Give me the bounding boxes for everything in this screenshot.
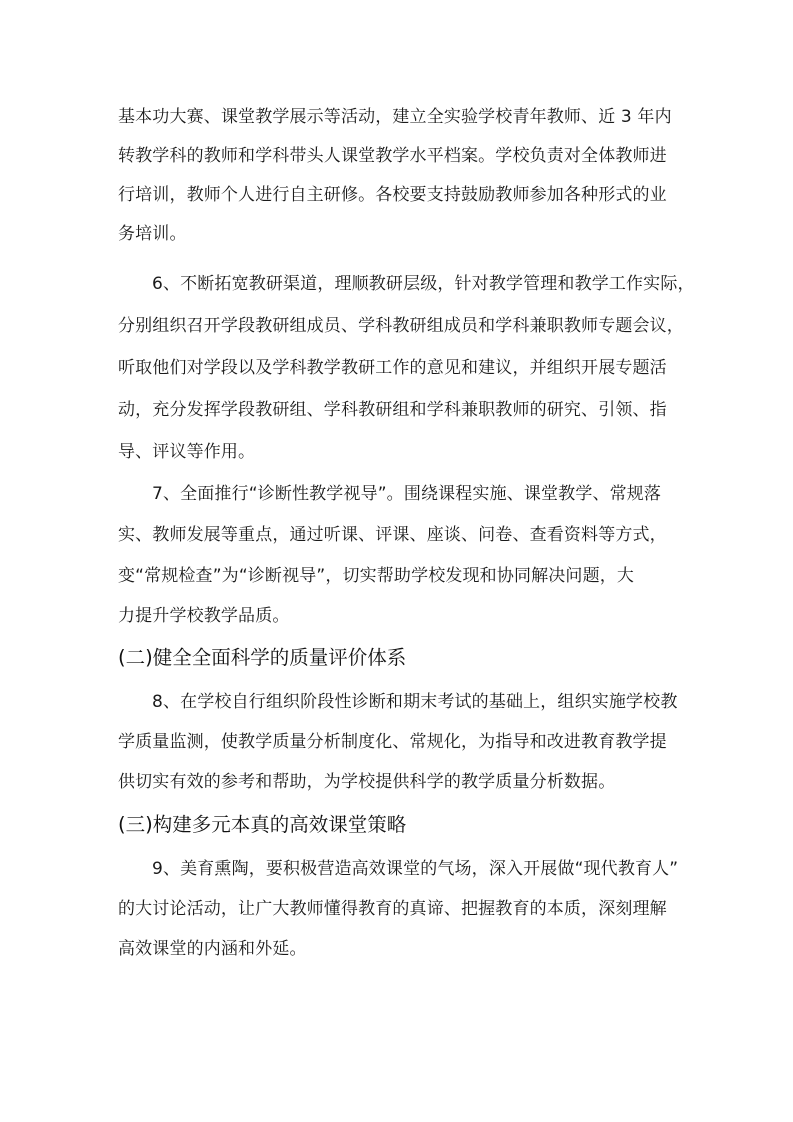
paragraph-7-line-2: 实、教师发展等重点，通过听课、评课、座谈、问卷、查看资料等方式， [118,525,667,545]
paragraph-6-line-1: 6、不断拓宽教研渠道，理顺教研层级，针对教学管理和教学工作实际， [152,274,695,294]
paragraph-9-line-1: 9、美育熏陶，要积极营造高效课堂的气场，深入开展做“现代教育人” [152,859,679,879]
paragraph-7-line-4: 力提升学校教学品质。 [118,606,290,626]
paragraph-5-line-1: 基本功大赛、课堂教学展示等活动，建立全实验学校青年教师、近 3 年内 [118,107,672,127]
paragraph-6-line-5: 导、评议等作用。 [118,442,256,462]
paragraph-8-line-3: 供切实有效的参考和帮助，为学校提供科学的教学质量分析数据。 [118,772,616,792]
paragraph-7-line-1: 7、全面推行“诊断性教学视导”。围绕课程实施、课堂教学、常规落 [152,484,662,504]
paragraph-9-line-2: 的大讨论活动，让广大教师懂得教育的真谛、把握教育的本质，深刻理解 [118,899,667,919]
paragraph-5-line-3: 行培训，教师个人进行自主研修。各校要支持鼓励教师参加各种形式的业 [118,185,667,205]
paragraph-6-line-3: 听取他们对学段以及学科教学教研工作的意见和建议，并组织开展专题活 [118,358,667,378]
paragraph-7-line-3: 变“常规检查”为“诊断视导”，切实帮助学校发现和协同解决问题，大 [118,566,635,586]
section-heading-3: (三)构建多元本真的高效课堂策略 [118,813,407,836]
paragraph-5-line-4: 务培训。 [118,224,187,244]
paragraph-6-line-2: 分别组织召开学段教研组成员、学科教研组成员和学科兼职教师专题会议， [118,316,684,336]
paragraph-8-line-2: 学质量监测，使教学质量分析制度化、常规化，为指导和改进教育教学提 [118,732,667,752]
section-heading-2: (二)健全全面科学的质量评价体系 [118,646,407,669]
paragraph-6-line-4: 动，充分发挥学段教研组、学科教研组和学科兼职教师的研究、引领、指 [118,400,667,420]
paragraph-9-line-3: 高效课堂的内涵和外延。 [118,939,307,959]
paragraph-8-line-1: 8、在学校自行组织阶段性诊断和期末考试的基础上，组织实施学校教 [152,692,678,712]
paragraph-5-line-2: 转教学科的教师和学科带头人课堂教学水平档案。学校负责对全体教师进 [118,146,667,166]
